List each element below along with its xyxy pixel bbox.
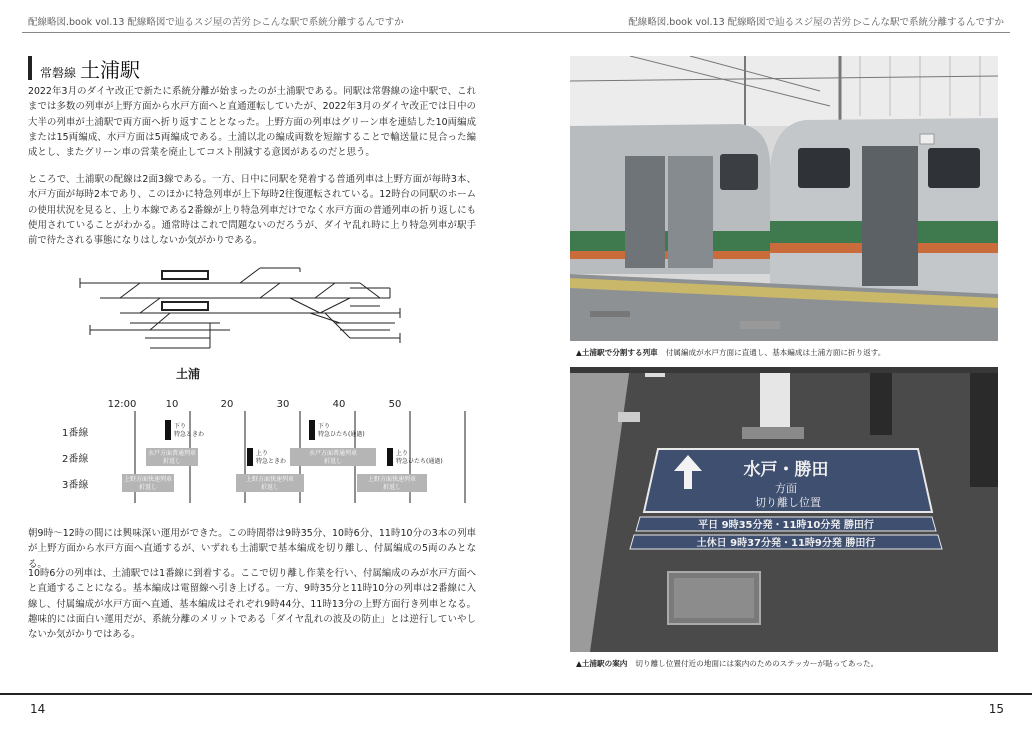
pillar-base xyxy=(742,427,804,439)
block-text: 上野方面快速列車 xyxy=(123,476,173,483)
time-axis xyxy=(108,399,402,410)
header-rule xyxy=(22,32,1010,33)
block-text: 特急ひたち(通過) xyxy=(318,431,365,438)
person-leg xyxy=(970,367,998,487)
train-lamp xyxy=(920,134,934,144)
photo-floor-sign xyxy=(570,367,998,652)
time-label: 30 xyxy=(276,399,290,410)
train-window xyxy=(798,148,850,188)
station-building xyxy=(570,56,998,126)
section-line-name: 常磐線 xyxy=(40,66,77,80)
diagram-station-label: 土浦 xyxy=(175,367,201,381)
block-text: 下り xyxy=(174,423,187,430)
body-paragraph-3: 朝9時～12時の間には興味深い運用ができた。この時間帯は9時35分、10時6分、11時10分の3本の列車が上野方面から水戸方面へ直通するが、いずれも土浦駅で基本編成を切り離し、付属編成の5両のみとなる。 xyxy=(28,528,476,570)
block-text: 上野方面快速列車 xyxy=(245,476,295,483)
time-label: 50 xyxy=(388,399,402,410)
photo-floor-sign-svg xyxy=(570,367,998,652)
block-text: 特急ときわ xyxy=(256,458,287,465)
time-label: 12:00 xyxy=(107,399,137,410)
train-door xyxy=(862,146,918,286)
page-number-left: 14 xyxy=(30,702,46,716)
block-text: 水戸方面普通列車 xyxy=(147,450,197,457)
body-paragraph-2: ところで、土浦駅の配線は2面3線である。一方、日中に同駅を発着する普通列車は上野方面が毎時3本、水戸方面が毎時2本であり、このほかに特急列車が上下毎時2往復運転されている。12時台の同駅のホームの使用状況を見ると、上り本線である2番線が上り特急列車だけでなく水戸方面の普通列車の折り返しにも使用されていることがわかる。通常時はこれで問題ないのだろうが、ダイヤ乱れ時に上り特急列車が駅手前で待たされる事態になりはしないか気がかりである。 xyxy=(28,174,476,247)
photo-caption-1 xyxy=(576,347,885,358)
caption-text: 付属編成が水戸方面に直通し、基本編成は土浦方面に折り返す。 xyxy=(665,348,886,357)
track-line xyxy=(320,298,350,313)
track-label: 1番線 xyxy=(62,428,89,439)
occupancy-marker xyxy=(387,448,393,466)
running-header-left: 配線略図.book vol.13 配線略図で辿るスジ屋の苦労 ▷こんな駅で系統分離するんですか xyxy=(28,17,404,28)
occupancy-marker xyxy=(247,448,253,466)
track-line xyxy=(290,298,320,313)
sign-destination: 水戸・勝田 xyxy=(743,460,829,480)
block-text: 特急ときわ xyxy=(174,431,205,438)
track-labels xyxy=(62,426,88,491)
caption-text: 切り離し位置付近の地面には案内のためのステッカーが貼ってあった。 xyxy=(635,659,879,668)
photo-trains-svg xyxy=(570,56,998,341)
sign-direction: 方面 xyxy=(775,482,797,495)
photo-trains xyxy=(570,56,998,341)
track-line xyxy=(240,268,260,283)
track-line xyxy=(120,283,140,298)
time-label: 10 xyxy=(165,399,179,410)
caption-title: ▲土浦駅の案内 xyxy=(576,659,628,668)
time-label: 20 xyxy=(220,399,234,410)
pillar xyxy=(760,367,790,437)
track-line xyxy=(325,313,350,338)
train-door xyxy=(668,156,713,268)
block-text: 下り xyxy=(318,423,331,430)
block-text: 折返し xyxy=(162,458,182,465)
floor-marking xyxy=(618,412,640,422)
block-text: 折返し xyxy=(260,484,280,491)
platform-marking xyxy=(740,321,780,329)
track-line xyxy=(260,283,280,298)
block-text: 折返し xyxy=(323,458,343,465)
footer-rule xyxy=(0,693,1032,695)
photo-top-band xyxy=(570,367,998,373)
time-label: 40 xyxy=(332,399,346,410)
track-line xyxy=(140,298,160,313)
block-text: 上野方面快速列車 xyxy=(367,476,417,483)
track-diagram-svg xyxy=(60,258,490,528)
block-text: 特急ひたち(通過) xyxy=(396,458,443,465)
track-line xyxy=(360,283,380,298)
track-line xyxy=(310,313,340,323)
photo-caption-2 xyxy=(576,658,878,669)
occupancy-marker xyxy=(309,420,315,440)
block-text: 水戸方面普通列車 xyxy=(308,450,358,457)
body-paragraph-4: 10時6分の列車は、土浦駅では1番線に到着する。ここで切り離し作業を行い、付属編成のみが水戸方面へと直通することになる。基本編成は電留線へ引き上げる。一方、9時35分と11時10分の列車は2番線に入線し、付属編成が水戸方面へ直通、基本編成はそれぞれ9時44分、11時13分の上野方面行き列車となる。趣味的には面白い運用だが、系統分離のメリットである「ダイヤ乱れの波及の防止」とは逆行していやしないか気がかりではある。 xyxy=(28,568,476,641)
track-label: 2番線 xyxy=(62,454,89,465)
track-label: 3番線 xyxy=(62,480,89,491)
page-number-right: 15 xyxy=(988,702,1004,716)
person-leg xyxy=(870,367,892,435)
platform-rect xyxy=(162,271,208,279)
platform-marking xyxy=(590,311,630,317)
block-text: 上り xyxy=(396,450,409,457)
train-window xyxy=(928,148,980,188)
block-text: 折返し xyxy=(138,484,158,491)
track-diagram xyxy=(60,258,490,528)
track-line xyxy=(315,283,335,298)
section-title-bar xyxy=(28,56,32,80)
caption-title: ▲土浦駅で分割する列車 xyxy=(576,348,658,357)
train-door xyxy=(625,156,665,268)
floor-hatch-inner xyxy=(674,578,754,618)
train-window xyxy=(720,154,758,190)
track-layout xyxy=(80,268,400,348)
weekday-schedule: 平日 9時35分発・11時10分発 勝田行 xyxy=(698,520,874,531)
occupancy-marker xyxy=(165,420,171,440)
sign-uncoupling-position: 切り離し位置 xyxy=(755,496,821,509)
section-title xyxy=(40,54,140,83)
running-header-right: 配線略図.book vol.13 配線略図で辿るスジ屋の苦労 ▷こんな駅で系統分離するんですか xyxy=(628,17,1004,28)
track-line xyxy=(150,313,170,330)
holiday-schedule: 土休日 9時37分発・11時9分発 勝田行 xyxy=(696,538,876,549)
body-paragraph-1: 2022年3月のダイヤ改正で新たに系統分離が始まったのが土浦駅である。同駅は常磐線の途中駅で、これまでは多数の列車が上野方面から水戸方面へと直通運転していたが、2022年3月のダイヤ改正では日中の大半の列車が土浦駅で両方面へ折り返すこととなった。上野方面の列車はグリーン車を連結した10両編成または15両編成、水戸方面は5両編成である。土浦以北の編成両数を短縮することで輸送量に見合った編成とし、またグリーン車の営業を廃止してコスト削減する意図があるのだと思う。 xyxy=(28,86,476,159)
section-station-name: 土浦駅 xyxy=(80,58,141,82)
platform-rect xyxy=(162,302,208,310)
block-text: 折返し xyxy=(382,484,402,491)
block-text: 上り xyxy=(256,450,269,457)
